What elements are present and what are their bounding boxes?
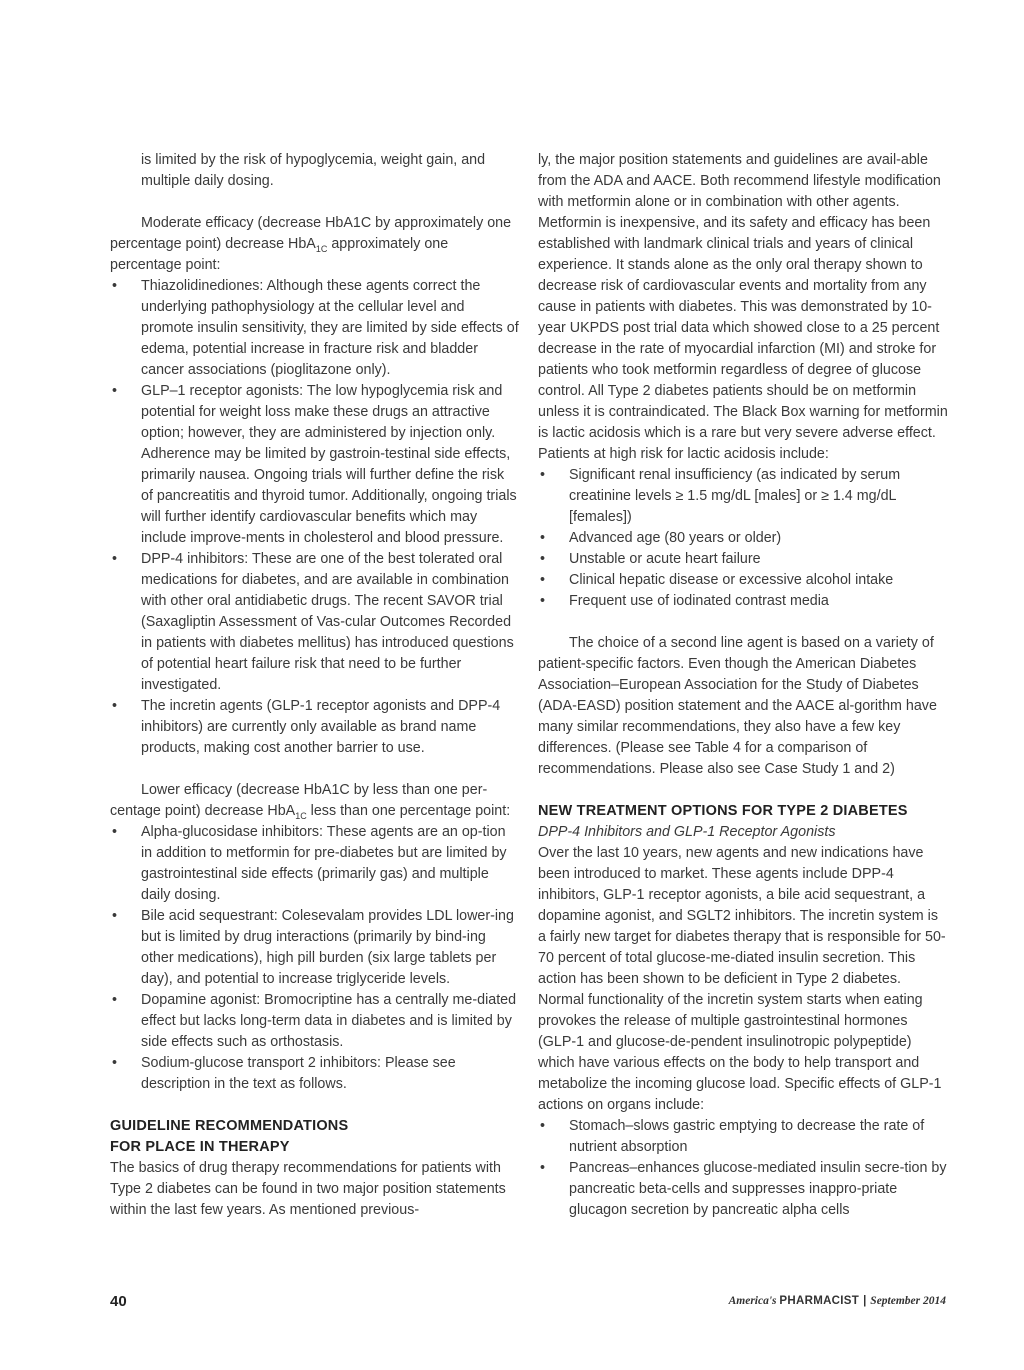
lower-efficacy-list [110, 822, 520, 1095]
moderate-efficacy-paragraph [110, 213, 520, 276]
bullet-icon: • [540, 1160, 546, 1176]
bullet-icon: • [112, 824, 118, 840]
bullet-icon: • [112, 551, 118, 567]
list-item: • DPP-4 inhibitors: These are one of the best tolerated oral medications for diabetes, and are available in combination with other oral antidiabetic drugs. The recent SAVOR trial (Saxagliptin Assessment of Vas-cular Outcomes Recorded in patients with diabetes mellitus) has introduced questions of potential heart failure risk that need to be further investigated. [112, 551, 514, 693]
publication-prefix: America's [728, 1295, 780, 1307]
bullet-icon: • [540, 572, 546, 588]
list-item: • Stomach–slows gastric emptying to decrease the rate of nutrient absorption [540, 1118, 925, 1155]
lower-sub: 1C [295, 810, 307, 821]
guideline-heading: GUIDELINE RECOMMENDATIONS FOR PLACE IN THERAPY [110, 1118, 349, 1155]
list-item: • The incretin agents (GLP-1 receptor agonists and DPP-4 inhibitors) are currently only available as brand name products, making cost another barrier to use. [112, 698, 501, 756]
lactic-acidosis-risk-list [538, 465, 948, 612]
moderate-sub: 1C [315, 243, 328, 254]
bullet-icon: • [540, 593, 546, 609]
list-item: • Bile acid sequestrant: Colesevalam provides LDL lower-ing but is limited by drug interactions (primarily by bind-ing other medications), high pill burden (six large tablets per day), and potential to increase triglyceride levels. [112, 908, 514, 987]
list-item: • Pancreas–enhances glucose-mediated insulin secre-tion by pancreatic beta-cells and suppresses inappro-priate glucagon secretion by pancreatic alpha cells [540, 1160, 947, 1218]
list-item: • Clinical hepatic disease or excessive alcohol intake [538, 570, 948, 591]
issue-date: September 2014 [870, 1295, 946, 1307]
new-treatment-heading: NEW TREATMENT OPTIONS FOR TYPE 2 DIABETES [538, 803, 908, 819]
bullet-icon: • [540, 530, 546, 546]
list-item: • Frequent use of iodinated contrast media [538, 591, 948, 612]
moderate-lead: Moderate efficacy (decrease HbA1C by approximately one percentage point) decrease HbA [110, 215, 512, 252]
bullet-icon: • [112, 278, 118, 294]
moderate-efficacy-list [110, 276, 520, 759]
new-treatment-subheading: DPP-4 Inhibitors and GLP-1 Receptor Agonists [538, 824, 836, 840]
bullet-icon: • [112, 1055, 118, 1071]
publication-brand: PHARMACIST [779, 1295, 860, 1307]
glp1-effects-list [538, 1116, 948, 1221]
bullet-icon: • [540, 551, 546, 567]
guideline-paragraph: The basics of drug therapy recommendations for patients with Type 2 diabetes can be found in two major position statements within the last few years. As mentioned previous- [110, 1160, 506, 1218]
page-number: 40 [110, 1293, 127, 1310]
list-item: • Advanced age (80 years or older) [538, 528, 948, 549]
lower-lead: Lower efficacy (decrease HbA1C by less than one per-centage point) decrease HbA [110, 782, 488, 819]
list-item: • GLP–1 receptor agonists: The low hypoglycemia risk and potential for weight loss make these drugs an attractive option; however, they are administered by injection only. Adherence may be limited by gastroin-testinal side effects, primarily nausea. Ongoing trials will further define the risk of pancreatitis and thyroid tumor. Additionally, ongoing trials will further identify cardiovascular benefits which may include improve-ments in cholesterol and blood pressure. [112, 383, 517, 546]
lower-tail: less than one percentage point: [306, 803, 511, 819]
bullet-icon: • [112, 908, 118, 924]
list-item: • Unstable or acute heart failure [538, 549, 948, 570]
left-column [110, 150, 520, 1221]
bullet-icon: • [540, 467, 546, 483]
bullet-icon: • [112, 383, 118, 399]
list-item: • Sodium-glucose transport 2 inhibitors: Please see description in the text as follows. [112, 1055, 456, 1092]
moderate-tail: approximately one percentage point: [110, 236, 449, 273]
intro-continuation: is limited by the risk of hypoglycemia, weight gain, and multiple daily dosing. [141, 152, 486, 189]
second-line-paragraph: The choice of a second line agent is based on a variety of patient-specific factors. Even though the American Diabetes Association–European Association for the Study of Diabetes (ADA-EASD) position statement and the AACE al-gorithm have many similar recommendations, they also have a few key differences. (Please see Table 4 for a comparison of recommendations. Please also see Case Study 1 and 2) [538, 635, 937, 777]
masthead-separator: | [863, 1295, 867, 1307]
metformin-paragraph: ly, the major position statements and guidelines are avail-able from the ADA and AACE. Both recommend lifestyle modification with metformin alone or in combination with other agents. Metformin is inexpensive, and its safety and efficacy has been established with landmark clinical trials and years of clinical experience. It stands alone as the only oral therapy shown to decrease risk of cardiovascular events and mortality from any cause in patients with diabetes. This was demonstrated by 10-year UKPDS post trial data which showed close to a 25 percent decrease in the rate of myocardial infarction (MI) and stroke for patients who took metformin regardless of degree of glucose control. All Type 2 diabetes patients should be on metformin unless it is contraindicated. The Black Box warning for metformin is lactic acidosis which is a rare but very severe adverse effect. Patients at high risk for lactic acidosis include: [538, 152, 948, 462]
list-item: • Significant renal insufficiency (as indicated by serum creatinine levels ≥ 1.5 mg/dL [males] or ≥ 1.4 mg/dL [females]) [540, 467, 901, 525]
lower-efficacy-paragraph [110, 780, 520, 822]
bullet-icon: • [112, 992, 118, 1008]
list-item: • Dopamine agonist: Bromocriptine has a centrally me-diated effect but lacks long-term data in diabetes and is limited by side effects such as orthostasis. [112, 992, 517, 1050]
page-footer [110, 1293, 946, 1313]
list-item: • Thiazolidinediones: Although these agents correct the underlying pathophysiology at the cellular level and promote insulin sensitivity, they are limited by side effects of edema, potential increase in fracture risk and bladder cancer associations (pioglitazone only). [112, 278, 519, 378]
new-treatment-paragraph: Over the last 10 years, new agents and new indications have been introduced to market. These agents include DPP-4 inhibitors, GLP-1 receptor agonists, a bile acid sequestrant, a dopamine agonist, and SGLT2 inhibitors. The incretin system is a fairly new target for diabetes therapy that is responsible for 50-70 percent of total glucose-me-diated insulin secretion. This action has been shown to be deficient in Type 2 diabetes. Normal functionality of the incretin system starts when eating provokes the release of multiple gastrointestinal hormones (GLP-1 and glucose-de-pendent insulinotropic polypeptide) which have various effects on the body to help transport and metabolize the incoming glucose load. Specific effects of GLP-1 actions on organs include: [538, 845, 946, 1113]
publication-masthead [729, 1295, 946, 1307]
list-item: • Alpha-glucosidase inhibitors: These agents are an op-tion in addition to metformin for pre-diabetes but are limited by gastrointestinal side effects (primarily gas) and multiple daily dosing. [112, 824, 507, 903]
right-column [538, 150, 948, 1221]
bullet-icon: • [540, 1118, 546, 1134]
bullet-icon: • [112, 698, 118, 714]
